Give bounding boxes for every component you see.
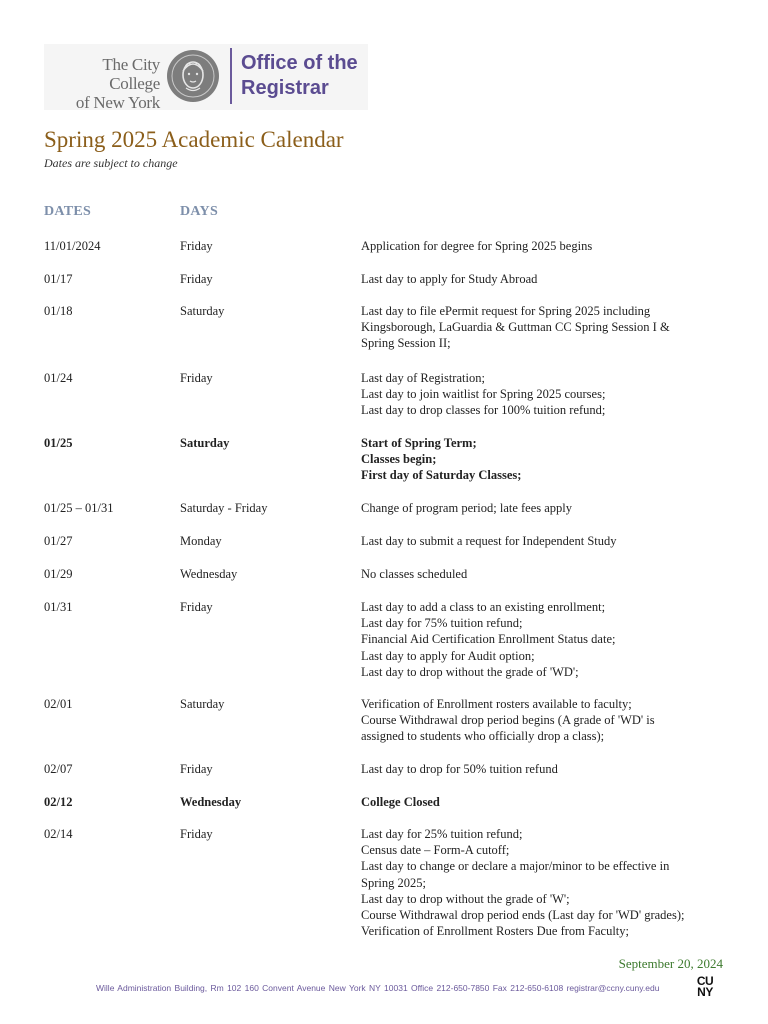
row-event-line: Last day for 25% tuition refund; bbox=[361, 827, 523, 841]
row-day: Friday bbox=[180, 600, 213, 614]
row-event-line: Spring 2025; bbox=[361, 875, 426, 890]
row-event-line: Verification of Enrollment Rosters Due from Faculty; bbox=[361, 924, 629, 939]
calendar-row bbox=[44, 238, 734, 254]
row-events bbox=[361, 696, 734, 745]
college-name-line1: The City College bbox=[102, 55, 160, 93]
college-name bbox=[50, 55, 160, 112]
calendar-row bbox=[44, 794, 734, 810]
row-day: Saturday bbox=[180, 304, 225, 318]
row-date: 01/17 bbox=[44, 272, 73, 286]
row-event-line: Last day to drop without the grade of 'WD'; bbox=[361, 664, 579, 679]
ccny-seal-icon bbox=[166, 49, 220, 103]
row-events bbox=[361, 533, 734, 549]
row-date: 02/14 bbox=[44, 827, 73, 841]
calendar-row bbox=[44, 435, 734, 484]
row-event-line: College Closed bbox=[361, 795, 440, 809]
row-event-line: Last day to drop for 50% tuition refund bbox=[361, 762, 558, 776]
row-event-line: Last day to add a class to an existing enrollment; bbox=[361, 600, 606, 614]
row-date: 01/31 bbox=[44, 600, 73, 614]
row-event-line: Start of Spring Term; bbox=[361, 436, 477, 450]
row-day: Wednesday bbox=[180, 567, 238, 581]
row-day: Saturday - Friday bbox=[180, 501, 268, 515]
row-events bbox=[361, 435, 734, 484]
row-events bbox=[361, 794, 734, 810]
row-event-line: Last day to file ePermit request for Spring 2025 including bbox=[361, 304, 651, 318]
calendar-row bbox=[44, 500, 734, 516]
row-event-line: Application for degree for Spring 2025 begins bbox=[361, 239, 593, 253]
row-day: Saturday bbox=[180, 697, 225, 711]
row-event-line: assigned to students who officially drop a class); bbox=[361, 729, 605, 744]
row-date: 11/01/2024 bbox=[44, 239, 101, 253]
row-event-line: Change of program period; late fees apply bbox=[361, 501, 573, 515]
row-event-line: Census date – Form-A cutoff; bbox=[361, 843, 510, 858]
row-event-line: Classes begin; bbox=[361, 452, 437, 467]
row-date: 02/07 bbox=[44, 762, 73, 776]
calendar-row bbox=[44, 599, 734, 680]
row-event-line: No classes scheduled bbox=[361, 567, 468, 581]
logo-divider bbox=[230, 48, 232, 104]
office-name-line1: Office of the bbox=[241, 52, 358, 74]
row-date: 01/18 bbox=[44, 304, 73, 318]
calendar-row bbox=[44, 303, 734, 352]
row-event-line: Course Withdrawal drop period begins (A grade of 'WD' is bbox=[361, 713, 655, 728]
row-events bbox=[361, 271, 734, 287]
calendar-row bbox=[44, 271, 734, 287]
row-event-line: Kingsborough, LaGuardia & Guttman CC Spring Session I & bbox=[361, 320, 670, 335]
calendar-row bbox=[44, 566, 734, 582]
office-name-line2: Registrar bbox=[241, 77, 329, 99]
row-date: 02/01 bbox=[44, 697, 73, 711]
row-event-line: First day of Saturday Classes; bbox=[361, 468, 522, 483]
column-header-dates: DATES bbox=[44, 204, 92, 219]
calendar-row bbox=[44, 826, 734, 939]
row-event-line: Last day to change or declare a major/minor to be effective in bbox=[361, 859, 670, 874]
row-events bbox=[361, 761, 734, 777]
row-events bbox=[361, 826, 734, 939]
row-event-line: Last day to join waitlist for Spring 2025 courses; bbox=[361, 387, 606, 402]
row-events bbox=[361, 566, 734, 582]
cuny-logo-line1: CU bbox=[696, 974, 714, 988]
row-day: Friday bbox=[180, 272, 213, 286]
calendar-row bbox=[44, 370, 734, 419]
footer-contact-info: Wille Administration Building, Rm 102 160 Convent Avenue New York NY 10031 Office 212-650-7850 Fax 212-650-6108 registrar@ccny.cuny.edu bbox=[96, 983, 660, 993]
row-date: 01/25 bbox=[44, 436, 73, 450]
row-day: Wednesday bbox=[180, 795, 242, 809]
column-header-days: DAYS bbox=[180, 204, 219, 219]
row-events bbox=[361, 238, 734, 254]
row-event-line: Course Withdrawal drop period ends (Last day for 'WD' grades); bbox=[361, 908, 685, 923]
row-day: Friday bbox=[180, 827, 213, 841]
calendar-row bbox=[44, 761, 734, 777]
row-events bbox=[361, 599, 734, 680]
row-events bbox=[361, 303, 734, 352]
revision-date: September 20, 2024 bbox=[618, 956, 723, 971]
row-day: Friday bbox=[180, 239, 213, 253]
row-day: Saturday bbox=[180, 436, 230, 450]
row-date: 01/25 – 01/31 bbox=[44, 501, 114, 515]
row-date: 01/24 bbox=[44, 371, 73, 385]
row-date: 02/12 bbox=[44, 795, 73, 809]
row-event-line: Last day for 75% tuition refund; bbox=[361, 616, 523, 631]
office-name bbox=[241, 51, 358, 101]
row-day: Friday bbox=[180, 762, 213, 776]
row-event-line: Last day to submit a request for Independent Study bbox=[361, 534, 617, 548]
row-event-line: Spring Session II; bbox=[361, 336, 451, 351]
row-event-line: Financial Aid Certification Enrollment Status date; bbox=[361, 632, 616, 647]
row-event-line: Last day to apply for Study Abroad bbox=[361, 272, 538, 286]
row-events bbox=[361, 500, 734, 516]
cuny-logo-line2: NY bbox=[697, 985, 713, 999]
row-event-line: Last day to apply for Audit option; bbox=[361, 648, 535, 663]
row-event-line: Last day to drop classes for 100% tuition refund; bbox=[361, 403, 606, 418]
row-date: 01/29 bbox=[44, 567, 73, 581]
row-events bbox=[361, 370, 734, 419]
row-day: Monday bbox=[180, 534, 222, 548]
page-title: Spring 2025 Academic Calendar bbox=[44, 127, 344, 152]
cuny-logo bbox=[694, 976, 716, 998]
calendar-row bbox=[44, 696, 734, 745]
row-event-line: Last day of Registration; bbox=[361, 371, 485, 385]
calendar-row bbox=[44, 533, 734, 549]
page-subtitle: Dates are subject to change bbox=[44, 156, 178, 170]
row-event-line: Last day to drop without the grade of 'W'; bbox=[361, 891, 570, 906]
row-event-line: Verification of Enrollment rosters available to faculty; bbox=[361, 697, 632, 711]
row-day: Friday bbox=[180, 371, 213, 385]
row-date: 01/27 bbox=[44, 534, 73, 548]
college-name-line2: of New York bbox=[75, 93, 160, 112]
